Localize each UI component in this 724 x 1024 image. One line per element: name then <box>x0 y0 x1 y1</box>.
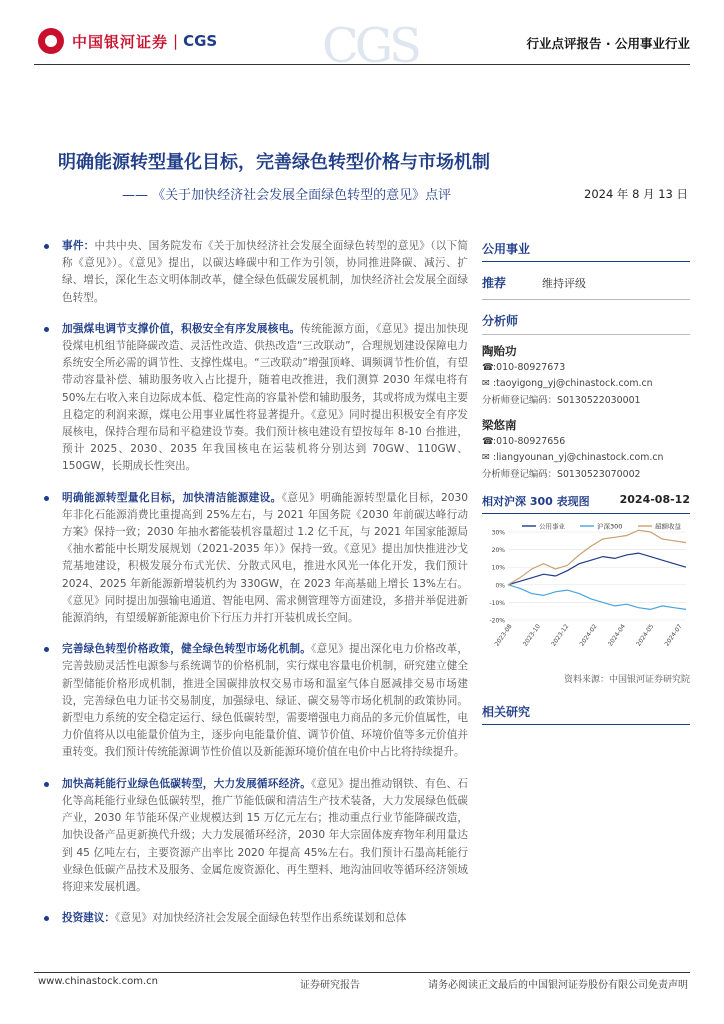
analyst-heading: 分析师 <box>482 312 690 335</box>
x-tick-label: 2023-12 <box>550 623 571 648</box>
legend-label: 公用事业 <box>539 522 565 531</box>
series-line <box>508 553 686 585</box>
cert-label: 分析师登记编码： <box>482 394 558 406</box>
y-tick-label: 10% <box>491 564 505 572</box>
paragraph-text: 中共中央、国务院发布《关于加快经济社会发展全面绿色转型的意见》（以下简称《意见》）。《意见》提出，以碳达峰碳中和工作为引领，协同推进降碳、减污、扩绿、增长，深化生态文明体制改革，健全绿色低碳发展机制，加快经济社会发展全面绿色转型。 <box>62 240 469 304</box>
legend-label: 沪深300 <box>597 522 623 531</box>
chart-title: 相对沪深 300 表现图 <box>482 495 590 508</box>
report-date: 2024 年 8 月 13 日 <box>584 187 688 201</box>
paragraph-text: 《意见》对加快经济社会发展全面绿色转型作出系统谋划和总体 <box>114 912 407 925</box>
x-tick-label: 2024-04 <box>606 623 627 648</box>
body-paragraph <box>38 238 468 307</box>
body-paragraph <box>38 490 468 628</box>
report-type: 行业点评报告 · 公用事业行业 <box>526 36 690 51</box>
performance-chart <box>482 518 690 668</box>
logo-en-text: CGS <box>183 32 218 50</box>
rating-row <box>482 274 690 300</box>
analyst-name: 陶贻功 <box>482 344 517 358</box>
x-tick-label: 2024-02 <box>578 623 599 648</box>
analyst-card: 梁悠南 ☎:010-80927656 ✉ :liangyounan_yj@chinastock.com.cn 分析师登记编码：S0130523070002 <box>482 417 690 483</box>
paragraph-lead: 加强煤电调节支撑价值，积极安全有序发展核电。 <box>62 322 301 335</box>
phone-icon: ☎ <box>482 361 494 373</box>
x-tick-label: 2024-05 <box>635 623 656 648</box>
chart-heading <box>482 493 690 514</box>
bullet-icon <box>44 782 49 787</box>
bullet-icon <box>44 916 49 921</box>
email-icon: ✉ <box>482 452 490 463</box>
analyst-email[interactable]: taoyigong_yj@chinastock.com.cn <box>496 378 653 389</box>
email-icon: ✉ <box>482 378 490 389</box>
report-subtitle: —— 《关于加快经济社会发展全面绿色转型的意见》点评 <box>122 188 452 203</box>
legend-label: 超额收益 <box>655 522 681 531</box>
paragraph-text: 《意见》提出推动钢铁、有色、石化等高耗能行业绿色低碳转型，推广节能低碳和清洁生产技术装备，大力发展绿色低碳产业，2030 年节能环保产业规模达到 15 万亿元左右；推动重点行业节能降碳改造，加快设备产品更新换代升级；大力发展循环经济，2030 年大宗固体废弃物年利用量达到 45 亿吨左右，主要资源产出率比 2020 年提高 45%左右。我们预计石墨高耗能行业绿色低碳产品技术及服务、金属危废资源化、再生塑料、地沟油回收等循环经济领域将迎来发展机遇。 <box>62 777 469 893</box>
analyst-card: 陶贻功 ☎:010-80927673 ✉ :taoyigong_yj@chinastock.com.cn 分析师登记编码：S0130522030001 <box>482 343 690 409</box>
footer-divider <box>34 972 690 973</box>
chart-date: 2024-08-12 <box>619 493 690 506</box>
related-research-heading: 相关研究 <box>482 703 690 725</box>
analyst-phone: 010-80927656 <box>496 435 566 447</box>
footer-website[interactable]: www.chinastock.com.cn <box>38 976 158 987</box>
paragraph-lead: 加快高耗能行业绿色低碳转型，大力发展循环经济。 <box>62 777 312 790</box>
header-divider <box>34 64 690 65</box>
analyst-phone: 010-80927673 <box>496 361 566 373</box>
report-title: 明确能源转型量化目标，完善绿色转型价格与市场机制 <box>58 152 490 173</box>
y-tick-label: -10% <box>489 599 505 607</box>
bullet-icon <box>44 496 49 501</box>
logo-mark-icon <box>38 28 64 54</box>
company-logo[interactable] <box>38 28 217 54</box>
paragraph-lead: 事件： <box>62 240 95 252</box>
logo-separator: | <box>173 32 179 50</box>
paragraph-text: 《意见》明确能源转型量化目标，2030 年非化石能源消费比重提高到 25%左右，与 2021 年国务院《2030 年前碳达峰行动方案》保持一致；2030 年抽水蓄能装机容量超过 1.2 亿千瓦，与 2021 年国家能源局《抽水蓄能中长期发展规划（2021-2035 年）》保持一致。《意见》提出加快推进沙戈荒基地建设，积极发展分布式光伏、分散式风电，推进水风光一体化开发，我们预计 2024、2025 年新能源新增装机约为 330GW，在 2023 年高基础上增长 13%左右。《意见》同时提出加强输电通道、智能电网、需求侧管理等方面建设，多措并举促进新能源消纳，有望缓解新能源电价下行压力并打开装机成长空间。 <box>62 491 468 625</box>
y-tick-label: 30% <box>491 529 505 537</box>
main-body <box>38 238 468 941</box>
analyst-name: 梁悠南 <box>482 418 517 432</box>
body-paragraph <box>38 910 468 927</box>
y-tick-label: -20% <box>489 617 505 625</box>
x-tick-label: 2023-10 <box>521 623 542 648</box>
body-paragraph <box>38 776 468 896</box>
analyst-email[interactable]: liangyounan_yj@chinastock.com.cn <box>496 452 664 463</box>
logo-cn-text: 中国银河证券 <box>72 32 169 51</box>
paragraph-text: 传统能源方面，《意见》提出加快现役煤电机组节能降碳改造、灵活性改造、供热改造“三改联动”，合理规划建设保障电力系统安全所必需的调节性、支撑性煤电。“三改联动”增强顶峰、调频调节性价值，有望带动容量补偿、辅助服务收入占比提升，随着电改推进，我们测算 2030 年煤电将有 50%左右收入来自边际成本低、稳定性高的容量补偿和辅助服务，其或将成为煤电主要且稳定的利润来源，煤电公用事业属性将显著提升。《意见》同时提出积极安全有序发展核电，保持合理布局和平稳建设节奏。我们预计核电建设有望按每年 8-10 台推进，预计 2025、2030、2035 年我国核电在运装机将分别达到 70GW、110GW、150GW，长期成长性突出。 <box>62 322 469 473</box>
body-paragraph <box>38 321 468 476</box>
paragraph-lead: 完善绿色转型价格政策，健全绿色转型市场化机制。 <box>62 643 312 656</box>
analyst-cert: S0130523070002 <box>557 468 641 480</box>
performance-chart-svg <box>482 518 690 668</box>
paragraph-lead: 明确能源转型量化目标，加快清洁能源建设。 <box>62 491 282 504</box>
paragraph-lead: 投资建议： <box>62 912 115 925</box>
header-watermark: CGS <box>322 18 418 74</box>
footer-disclaimer: 请务必阅读正文最后的中国银河证券股份有限公司免责声明 <box>428 980 688 991</box>
analyst-cert: S0130522030001 <box>557 394 641 406</box>
body-paragraph <box>38 641 468 761</box>
rating-label: 推荐 <box>482 276 507 290</box>
paragraph-text: 《意见》提出深化电力价格改革，完善鼓励灵活性电源参与系统调节的价格机制，实行煤电容量电价机制，研究建立健全新型储能价格形成机制，推进全国碳排放权交易市场和温室气体自愿减排交易市场建设，完善绿色电力证书交易制度，加强绿电、绿证、碳交易等市场化机制的政策协同。新型电力系统的安全稳定运行、绿色低碳转型，需要增强电力商品的多元价值属性，电力价值将从以电能量价值为主，逐步向电能量价值、调节价值、环境价值等多元价值并重转变。我们预计传统能源调节性价值以及新能源环境价值在电价中占比将持续提升。 <box>62 643 469 759</box>
bullet-icon <box>44 647 49 652</box>
rating-value: 维持评级 <box>542 276 586 290</box>
cert-label: 分析师登记编码： <box>482 468 558 480</box>
footer-middle: 证券研究报告 <box>300 980 360 991</box>
page-header <box>0 0 724 78</box>
series-line <box>508 585 686 610</box>
chart-source: 资料来源：中国银河证券研究院 <box>563 675 690 685</box>
y-tick-label: 0% <box>495 582 505 590</box>
bullet-icon <box>44 327 49 332</box>
phone-icon: ☎ <box>482 435 494 447</box>
x-tick-label: 2024-07 <box>663 623 684 648</box>
y-tick-label: 20% <box>491 547 505 555</box>
sidebar <box>482 240 690 725</box>
x-tick-label: 2023-08 <box>493 623 514 648</box>
bullet-icon <box>44 244 49 249</box>
industry-heading: 公用事业 <box>482 240 690 262</box>
